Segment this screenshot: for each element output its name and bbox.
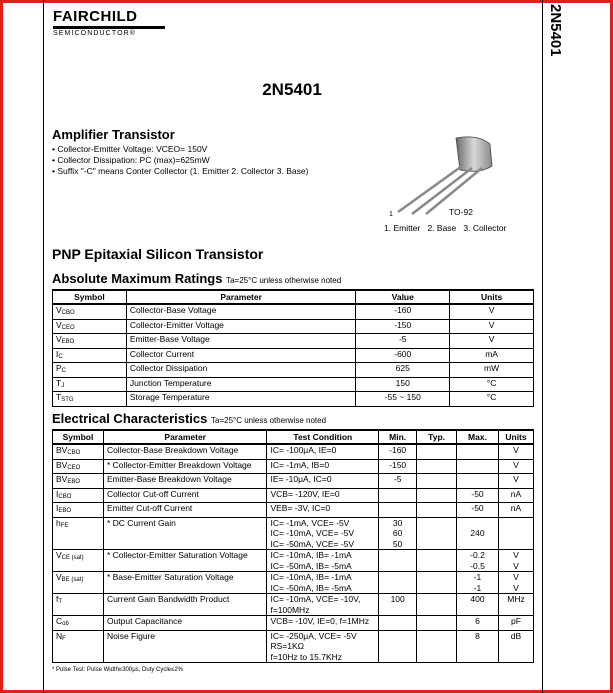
symbol-cell: VCEO: [53, 319, 127, 334]
side-part-number: 2N5401: [547, 4, 564, 57]
unit-cell: MHz: [498, 594, 533, 616]
parameter-cell: * Collector-Emitter Saturation Voltage: [103, 550, 267, 572]
unit-cell: V: [450, 334, 534, 349]
amplifier-heading: Amplifier Transistor: [52, 127, 175, 142]
table-row: [53, 377, 534, 392]
feature-item: • Collector-Emitter Voltage: VCEO= 150V: [52, 144, 308, 155]
pin-legend: 1. Emitter 2. Base 3. Collector: [384, 223, 507, 233]
symbol-cell: VBE (sat): [53, 572, 104, 594]
symbol-cell: fT: [53, 594, 104, 616]
max-cell: [457, 459, 499, 474]
parameter-cell: * DC Current Gain: [103, 517, 267, 550]
unit-cell: nA: [498, 503, 533, 518]
column-header: Max.: [457, 430, 499, 444]
table-row: [53, 572, 534, 594]
column-header: Value: [356, 290, 450, 304]
typ-cell: [417, 474, 457, 489]
elec-note: Ta=25°C unless otherwise noted: [211, 416, 327, 425]
column-header: Symbol: [53, 290, 127, 304]
table-row: [53, 319, 534, 334]
parameter-cell: Current Gain Bandwidth Product: [103, 594, 267, 616]
min-cell: [379, 616, 417, 631]
unit-cell: dB: [498, 630, 533, 663]
table-row: [53, 594, 534, 616]
symbol-cell: TJ: [53, 377, 127, 392]
elec-table: [52, 429, 534, 663]
parameter-cell: Output Capacitance: [103, 616, 267, 631]
symbol-cell: PC: [53, 363, 127, 378]
typ-cell: [417, 517, 457, 550]
logo-name: FAIRCHILD: [53, 8, 138, 25]
parameter-cell: Junction Temperature: [126, 377, 355, 392]
min-cell: -5: [379, 474, 417, 489]
condition-cell: IC= -250μA, VCE= -5V RS=1KΩ f=10Hz to 15.7KHz: [267, 630, 379, 663]
table-row: [53, 616, 534, 631]
symbol-cell: VCE (sat): [53, 550, 104, 572]
table-row: [53, 630, 534, 663]
typ-cell: [417, 444, 457, 459]
condition-cell: IC= -1mA, IB=0: [267, 459, 379, 474]
unit-cell: °C: [450, 377, 534, 392]
max-cell: -0.2 -0.5: [457, 550, 499, 572]
symbol-cell: Cob: [53, 616, 104, 631]
unit-cell: V: [450, 304, 534, 319]
max-cell: 400: [457, 594, 499, 616]
max-cell: [457, 474, 499, 489]
table-row: [53, 304, 534, 319]
typ-cell: [417, 616, 457, 631]
column-header: Parameter: [103, 430, 267, 444]
max-cell: -1 -1: [457, 572, 499, 594]
column-header: Units: [450, 290, 534, 304]
feature-item: • Collector Dissipation: PC (max)=625mW: [52, 155, 308, 166]
typ-cell: [417, 630, 457, 663]
typ-cell: [417, 572, 457, 594]
unit-cell: nA: [498, 488, 533, 503]
parameter-cell: Emitter-Base Breakdown Voltage: [103, 474, 267, 489]
typ-cell: [417, 503, 457, 518]
min-cell: [379, 630, 417, 663]
table-row: [53, 517, 534, 550]
min-cell: -160: [379, 444, 417, 459]
symbol-cell: NF: [53, 630, 104, 663]
value-cell: -160: [356, 304, 450, 319]
pin-one-label: 1: [389, 211, 393, 218]
value-cell: 625: [356, 363, 450, 378]
parameter-cell: Collector Current: [126, 348, 355, 363]
min-cell: [379, 572, 417, 594]
min-cell: 30 60 50: [379, 517, 417, 550]
unit-cell: V: [450, 319, 534, 334]
table-row: [53, 550, 534, 572]
column-header: Test Condition: [267, 430, 379, 444]
column-header: Typ.: [417, 430, 457, 444]
unit-cell: V V: [498, 572, 533, 594]
symbol-cell: BVCEO: [53, 459, 104, 474]
column-header: Parameter: [126, 290, 355, 304]
max-cell: -50: [457, 503, 499, 518]
condition-cell: IE= -10μA, IC=0: [267, 474, 379, 489]
condition-cell: IC= -10mA, VCE= -10V, f=100MHz: [267, 594, 379, 616]
column-header: Min.: [379, 430, 417, 444]
condition-cell: IC= -10mA, IB= -1mA IC= -50mA, IB= -5mA: [267, 572, 379, 594]
package-name: TO-92: [449, 207, 473, 217]
typ-cell: [417, 594, 457, 616]
symbol-cell: VCBO: [53, 304, 127, 319]
table-row: [53, 392, 534, 407]
max-cell: 8: [457, 630, 499, 663]
parameter-cell: Emitter-Base Voltage: [126, 334, 355, 349]
parameter-cell: * Base-Emitter Saturation Voltage: [103, 572, 267, 594]
unit-cell: mA: [450, 348, 534, 363]
column-header: Units: [498, 430, 533, 444]
logo-sub: SEMICONDUCTOR®: [53, 30, 137, 37]
to92-package-icon: [380, 130, 510, 220]
unit-cell: V: [498, 474, 533, 489]
feature-list: [52, 144, 308, 177]
parameter-cell: Noise Figure: [103, 630, 267, 663]
unit-cell: V: [498, 459, 533, 474]
value-cell: 150: [356, 377, 450, 392]
min-cell: [379, 550, 417, 572]
symbol-cell: BVCBO: [53, 444, 104, 459]
abs-max-note: Ta=25°C unless otherwise noted: [226, 276, 342, 285]
page-title: 2N5401: [262, 80, 322, 99]
parameter-cell: Collector Dissipation: [126, 363, 355, 378]
unit-cell: V: [498, 444, 533, 459]
table-row: [53, 488, 534, 503]
condition-cell: IC= -100μA, IE=0: [267, 444, 379, 459]
parameter-cell: Storage Temperature: [126, 392, 355, 407]
fairchild-logo: [53, 8, 165, 37]
column-header: Symbol: [53, 430, 104, 444]
footnote: * Pulse Test: Pulse Width≤300μs, Duty Cycle≤2%: [52, 667, 183, 673]
typ-cell: [417, 459, 457, 474]
table-row: [53, 363, 534, 378]
max-cell: -50: [457, 488, 499, 503]
abs-max-table: [52, 289, 534, 407]
parameter-cell: * Collector-Emitter Breakdown Voltage: [103, 459, 267, 474]
condition-cell: IC= -10mA, IB= -1mA IC= -50mA, IB= -5mA: [267, 550, 379, 572]
unit-cell: mW: [450, 363, 534, 378]
table-row: [53, 444, 534, 459]
red-border-left: [0, 0, 3, 693]
condition-cell: VEB= -3V, IC=0: [267, 503, 379, 518]
abs-max-heading: Absolute Maximum Ratings Ta=25°C unless otherwise noted: [52, 271, 342, 286]
max-cell: 240: [457, 517, 499, 550]
min-cell: [379, 488, 417, 503]
typ-cell: [417, 488, 457, 503]
condition-cell: IC= -1mA, VCE= -5V IC= -10mA, VCE= -5V IC= -50mA, VCE= -5V: [267, 517, 379, 550]
value-cell: -150: [356, 319, 450, 334]
logo-bar: [53, 26, 165, 29]
table-row: [53, 334, 534, 349]
value-cell: -55 ~ 150: [356, 392, 450, 407]
parameter-cell: Collector-Emitter Voltage: [126, 319, 355, 334]
unit-cell: [498, 517, 533, 550]
max-cell: [457, 444, 499, 459]
value-cell: -600: [356, 348, 450, 363]
parameter-cell: Collector-Base Voltage: [126, 304, 355, 319]
parameter-cell: Collector-Base Breakdown Voltage: [103, 444, 267, 459]
condition-cell: VCB= -10V, IE=0, f=1MHz: [267, 616, 379, 631]
symbol-cell: ICBO: [53, 488, 104, 503]
symbol-cell: BVEBO: [53, 474, 104, 489]
elec-heading: Electrical Characteristics Ta=25°C unless otherwise noted: [52, 411, 327, 426]
table-row: [53, 348, 534, 363]
parameter-cell: Emitter Cut-off Current: [103, 503, 267, 518]
min-cell: -150: [379, 459, 417, 474]
symbol-cell: IC: [53, 348, 127, 363]
symbol-cell: TSTG: [53, 392, 127, 407]
symbol-cell: hFE: [53, 517, 104, 550]
condition-cell: VCB= -120V, IE=0: [267, 488, 379, 503]
symbol-cell: IEBO: [53, 503, 104, 518]
symbol-cell: VEBO: [53, 334, 127, 349]
unit-cell: V V: [498, 550, 533, 572]
parameter-cell: Collector Cut-off Current: [103, 488, 267, 503]
typ-cell: [417, 550, 457, 572]
max-cell: 6: [457, 616, 499, 631]
min-cell: 100: [379, 594, 417, 616]
unit-cell: pF: [498, 616, 533, 631]
pnp-heading: PNP Epitaxial Silicon Transistor: [52, 246, 264, 262]
table-row: [53, 459, 534, 474]
value-cell: -5: [356, 334, 450, 349]
unit-cell: °C: [450, 392, 534, 407]
feature-item: • Suffix "-C" means Conter Collector (1. Emitter 2. Collector 3. Base): [52, 166, 308, 177]
table-row: [53, 474, 534, 489]
table-row: [53, 503, 534, 518]
min-cell: [379, 503, 417, 518]
